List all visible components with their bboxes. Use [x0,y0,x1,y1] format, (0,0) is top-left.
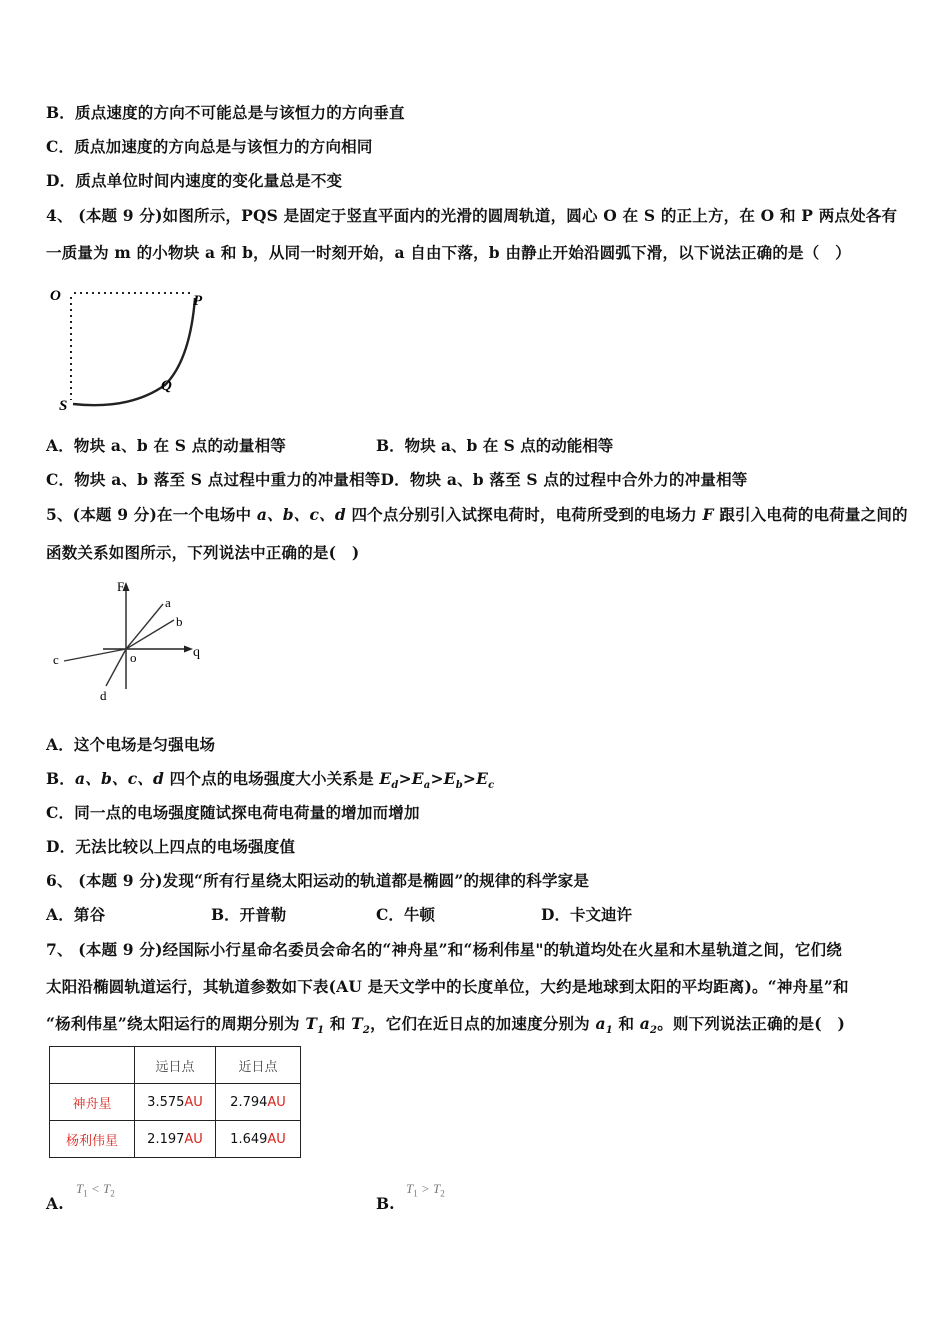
q3-option-b: B．质点速度的方向不可能总是与该恒力的方向垂直 [46,103,405,122]
q4-option-a: A．物块 a、b 在 S 点的动量相等 [46,436,286,455]
q5-stem-mid: 四个点分别引入试探电荷时，电荷所受到的电场力 [345,505,703,524]
q6-option-b: B．开普勒 [211,905,287,924]
unit-au: AU [184,1131,203,1147]
near-number: 2.794 [230,1094,268,1110]
q5-option-b-relation: $E_d>E_a>E_b>E_c$ [379,769,495,792]
label-a: a [165,595,171,610]
far-point-value [135,1084,216,1121]
table-header-cell: 近日点 [216,1047,301,1084]
label-q-axis: q [193,645,200,660]
label-p: P [193,293,203,309]
far-point-value [135,1121,216,1158]
q5-option-b-vars: a、b、c、d [75,769,165,788]
label-o: O [50,288,61,304]
label-origin: o [130,650,137,665]
line-b [126,620,174,649]
q4-stem-line2: 一质量为 m 的小物块 a 和 b，从同一时刻开始，a 自由下落，b 由静止开始沿圆弧下滑，以下说法正确的是（ ） [46,243,851,262]
far-number: 2.197 [147,1131,185,1147]
q5-stem-vars: a、b、c、d [256,505,346,524]
q5-option-b-mid: 四个点的电场强度大小关系是 [164,769,380,788]
far-number: 3.575 [147,1094,185,1110]
unit-au: AU [184,1094,203,1110]
q7-option-a-label: A. [46,1194,64,1213]
q5-option-c: C．同一点的电场强度随试探电荷电荷量的增加而增加 [46,803,420,822]
planet-name: 神舟星 [50,1084,135,1121]
q7-option-b-formula: $T_1 > T_2$ [406,1181,445,1199]
q4-track-figure [40,280,220,420]
q5-option-b-prefix: B． [46,769,76,788]
q5-stem-line2: 函数关系如图所示，下列说法中正确的是( ) [46,543,360,562]
label-d: d [100,688,107,703]
q7-t1-t2: $T_1$ [305,1014,325,1037]
q7-a1: $a_1$ [595,1014,613,1037]
q3-option-d: D．质点单位时间内速度的变化量总是不变 [46,171,343,190]
q5-stem-suffix: 跟引入电荷的电荷量之间的 [713,505,908,524]
q7-stem3-c: 。则下列说法正确的是( ) [657,1014,845,1033]
q5-force-charge-graph [48,574,218,714]
q6-option-d: D．卡文迪许 [541,905,632,924]
q7-stem3-b: ，它们在近日点的加速度分别为 [370,1014,596,1033]
q6-option-c: C．牛顿 [376,905,435,924]
label-s: S [59,398,68,414]
q7-option-b-label: B. [376,1194,395,1213]
table-header-cell [50,1047,135,1084]
label-b: b [176,614,183,629]
q5-option-a: A．这个电场是匀强电场 [46,735,216,754]
q5-option-b [46,767,494,791]
q3-option-c: C．质点加速度的方向总是与该恒力的方向相同 [46,137,373,156]
q7-option-a-formula: $T_1 < T_2$ [76,1181,115,1199]
table-header-row [50,1047,301,1084]
q4-option-c-d: C．物块 a、b 落至 S 点过程中重力的冲量相等D．物块 a、b 落至 S 点的过程中合外力的冲量相等 [46,470,748,489]
table-row [50,1084,301,1121]
q4-option-b: B．物块 a、b 在 S 点的动能相等 [376,436,614,455]
line-d [106,649,126,686]
q7-stem-line1: 7、 (本题 9 分)经国际小行星命名委员会命名的“神舟星”和“杨利伟星"的轨道均处在火星和木星轨道之间，它们绕 [46,940,842,959]
planet-name: 杨利伟星 [50,1121,135,1158]
unit-au: AU [267,1131,286,1147]
q5-stem-prefix: 5、(本题 9 分)在一个电场中 [46,505,257,524]
q4-stem-line1: 4、 (本题 9 分)如图所示，PQS 是固定于竖直平面内的光滑的圆周轨道，圆心 O 在 S 的正上方，在 O 和 P 两点处各有 [46,206,898,225]
q7-t2: $T_2$ [351,1014,371,1037]
label-c: c [53,652,59,667]
near-point-value [216,1084,301,1121]
q7-a2: $a_2$ [639,1014,658,1037]
q7-stem-line3: “杨利伟星”绕太阳运行的周期分别为 $T_1$ 和 $T_2$，它们在近日点的加速度分别为 $a_1$ 和 $a_2$。则下列说法正确的是( ) [46,1014,845,1037]
unit-au: AU [267,1094,286,1110]
q-axis-arrow [184,646,193,653]
label-q: Q [161,378,172,394]
near-point-value [216,1121,301,1158]
q7-stem-line2: 太阳沿椭圆轨道运行，其轨道参数如下表(AU 是天文学中的长度单位，大约是地球到太阳的平均距离)。“神舟星”和 [46,977,849,996]
near-number: 1.649 [230,1131,268,1147]
q6-option-a: A．第谷 [46,905,106,924]
q7-stem3-a: “杨利伟星”绕太阳运行的周期分别为 [46,1014,306,1033]
table-row [50,1121,301,1158]
label-f: F [117,579,125,594]
q6-stem: 6、 (本题 9 分)发现“所有行星绕太阳运动的轨道都是椭圆”的规律的科学家是 [46,871,590,890]
table-header-cell: 远日点 [135,1047,216,1084]
q5-stem-line1 [46,503,908,525]
line-a [126,604,163,649]
orbit-parameter-table [49,1046,301,1158]
q5-stem-f: F [702,505,714,524]
q5-option-d: D．无法比较以上四点的电场强度值 [46,837,296,856]
line-c [64,649,126,661]
circular-track-arc [73,298,195,405]
